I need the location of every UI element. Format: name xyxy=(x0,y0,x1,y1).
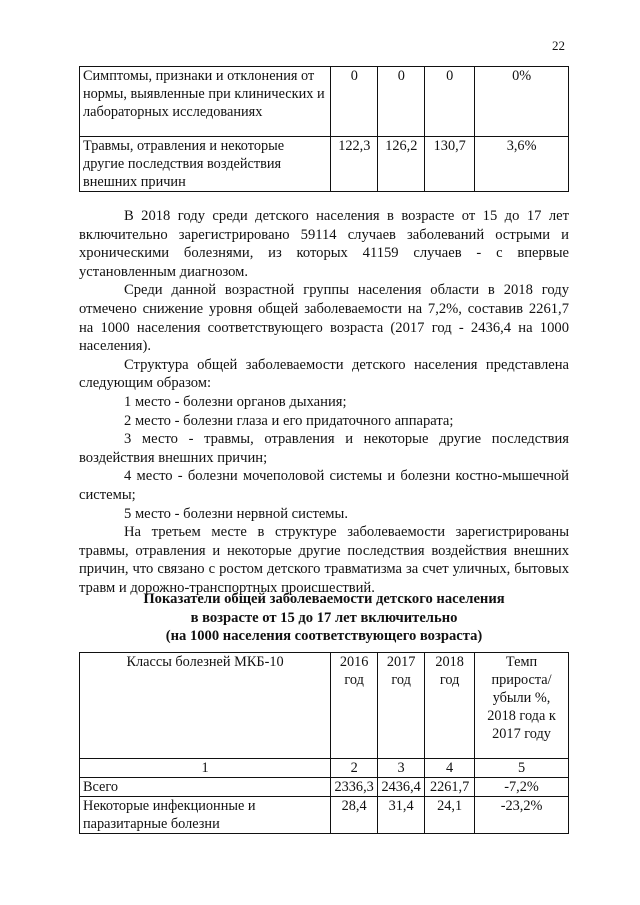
value-2018-cell: 24,1 xyxy=(425,797,475,834)
value-2017-cell: 2436,4 xyxy=(378,778,425,797)
list-item: 3 место - травмы, отравления и некоторые другие последствия воздействия внешних причин; xyxy=(79,431,569,466)
column-number: 2 xyxy=(331,759,378,778)
table-row xyxy=(80,797,569,834)
header-growth-rate: Темп прироста/ убыли %, 2018 года к 2017 году xyxy=(475,653,569,759)
disease-class-cell: Некоторые инфекционные и паразитарные болезни xyxy=(80,797,331,834)
morbidity-table-continued xyxy=(79,66,569,192)
column-number: 1 xyxy=(80,759,331,778)
table-title xyxy=(79,590,569,646)
table-row xyxy=(80,778,569,797)
table-title-line: Показатели общей заболеваемости детского населения xyxy=(143,591,505,607)
growth-rate-cell: -7,2% xyxy=(475,778,569,797)
morbidity-table xyxy=(79,652,569,834)
table-title-line: в возрасте от 15 до 17 лет включительно xyxy=(190,609,458,626)
value-2016-cell: 0 xyxy=(331,67,378,137)
header-2018: 2018 год xyxy=(425,653,475,759)
header-2017: 2017 год xyxy=(378,653,425,759)
paragraph: В 2018 году среди детского населения в возрасте от 15 до 17 лет включительно зарегистрировано 59114 случаев заболеваний острыми и хроническими болезнями, из которых 41159 случаев - с впервые установленным диагнозом. xyxy=(79,208,569,280)
column-number: 3 xyxy=(378,759,425,778)
list-item: 4 место - болезни мочеполовой системы и болезни костно-мышечной системы; xyxy=(79,468,569,503)
value-2016-cell: 122,3 xyxy=(331,137,378,192)
disease-class-cell: Травмы, отравления и некоторые другие последствия воздействия внешних причин xyxy=(80,137,331,192)
paragraph: Структура общей заболеваемости детского населения представлена следующим образом: xyxy=(79,356,569,392)
growth-rate-cell: -23,2% xyxy=(475,797,569,834)
list-item: 1 место - болезни органов дыхания; xyxy=(124,393,347,410)
paragraph: На третьем месте в структуре заболеваемости зарегистрированы травмы, отравления и некоторые другие последствия воздействия внешних причин, что связано с ростом детского травматизма за счет уличных, бытовых травм и дорожно-транспортных происшествий. xyxy=(79,524,569,596)
list-item: 5 место - болезни нервной системы. xyxy=(124,505,348,522)
table-header-row xyxy=(80,653,569,759)
value-2017-cell: 126,2 xyxy=(378,137,425,192)
disease-class-cell: Симптомы, признаки и отклонения от нормы, выявленные при клинических и лабораторных исследованиях xyxy=(80,67,331,137)
value-2018-cell: 2261,7 xyxy=(425,778,475,797)
growth-rate-cell: 0% xyxy=(475,67,569,137)
disease-class-cell: Всего xyxy=(80,778,331,797)
page-number: 22 xyxy=(552,38,565,53)
value-2018-cell: 130,7 xyxy=(425,137,475,192)
column-number-row xyxy=(80,759,569,778)
value-2018-cell: 0 xyxy=(425,67,475,137)
table-row xyxy=(80,67,569,137)
table-row xyxy=(80,137,569,192)
value-2016-cell: 2336,3 xyxy=(331,778,378,797)
value-2017-cell: 0 xyxy=(378,67,425,137)
growth-rate-cell: 3,6% xyxy=(475,137,569,192)
column-number: 5 xyxy=(475,759,569,778)
header-2016: 2016 год xyxy=(331,653,378,759)
column-number: 4 xyxy=(425,759,475,778)
body-text xyxy=(79,207,569,597)
header-classes: Классы болезней МКБ-10 xyxy=(80,653,331,759)
table-title-line: (на 1000 населения соответствующего возраста) xyxy=(165,628,483,644)
paragraph: Среди данной возрастной группы населения области в 2018 году отмечено снижение уровня общей заболеваемости на 7,2%, составив 2261,7 на 1000 населения соответствующего возраста (2017 год - 2436,4 на 1000 населения). xyxy=(79,282,569,355)
value-2016-cell: 28,4 xyxy=(331,797,378,834)
value-2017-cell: 31,4 xyxy=(378,797,425,834)
list-item: 2 место - болезни глаза и его придаточного аппарата; xyxy=(124,412,454,429)
